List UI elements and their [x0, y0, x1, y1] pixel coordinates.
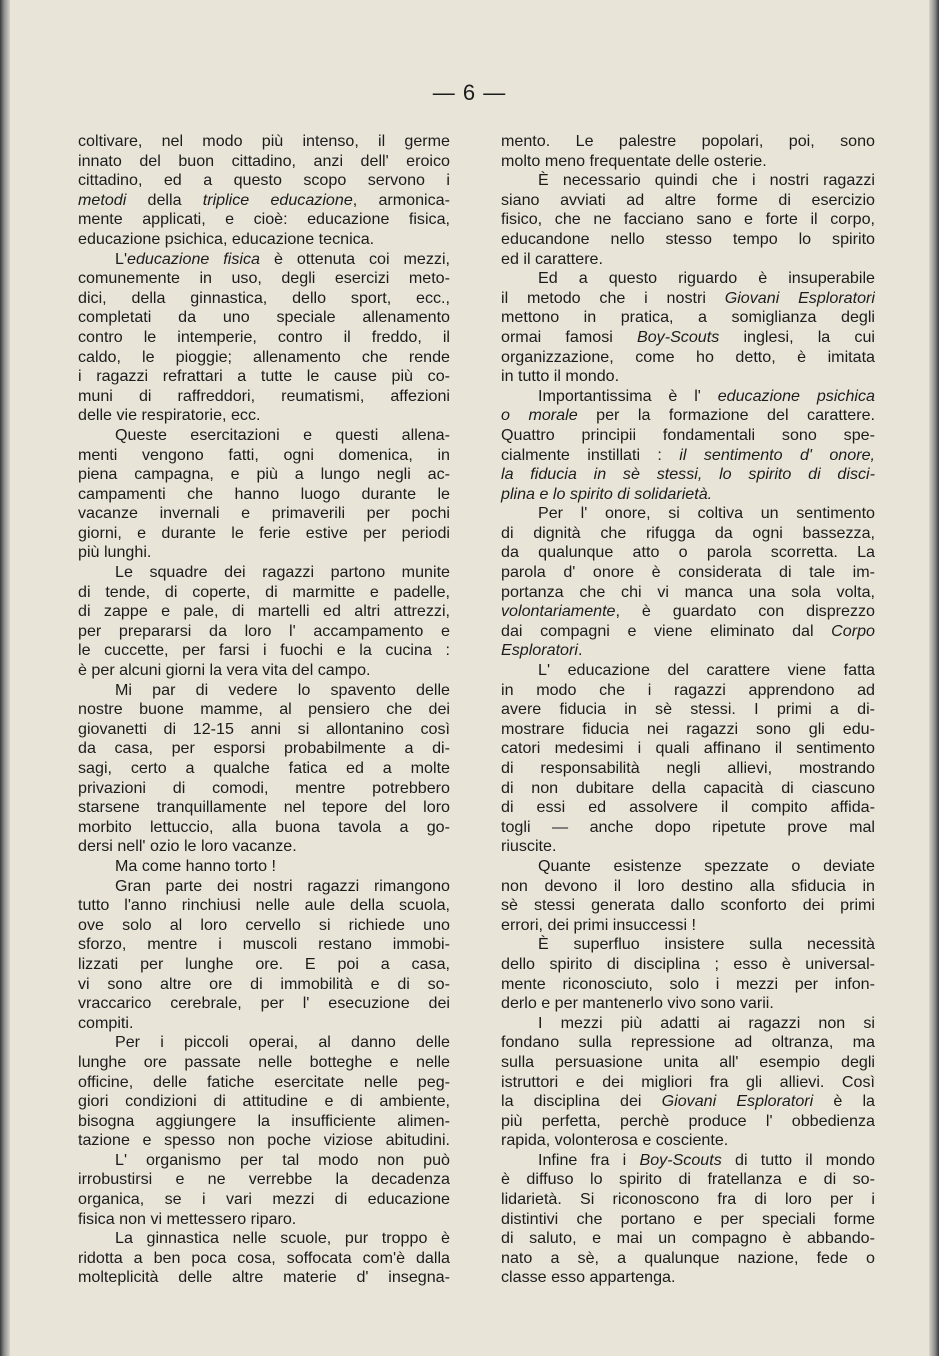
text-line: di saluto, e mai un compagno è abbando- [501, 1229, 875, 1248]
text-line: dello spirito di disciplina ; esso è universal- [501, 954, 875, 973]
text-line: fondano sulla repressione ad oltranza, ma [501, 1033, 875, 1052]
text-line: di responsabilità negli allievi, mostrando [501, 759, 875, 777]
text-line: più perfetta, perchè produce l' obbedienza [501, 1111, 875, 1130]
text-line: in tutto il mondo. [501, 367, 620, 386]
text-line: comunemente in uso, degli esercizi meto- [78, 269, 450, 288]
text-line: vi sono altre ore di immobilità e di so- [78, 974, 450, 993]
text-line: completati da uno speciale allenamento [78, 308, 450, 327]
text-line: di essi ed assolvere il compito affida- [501, 798, 875, 817]
text-line: starsene tranquillamente nel tepore del loro [78, 798, 450, 817]
text-line: compiti. [78, 1013, 134, 1032]
text-line: educandone nello stesso tempo lo spirito [501, 229, 875, 248]
text-line: mettono in pratica, a somiglianza degli [501, 308, 875, 327]
text-line: tazione e spesso non poche viziose abitudini. [78, 1131, 450, 1150]
text-line: plina e lo spirito di solidarietà. [501, 484, 713, 503]
text-line: mostrare fiducia nei ragazzi sono gli edu- [501, 719, 875, 738]
text-line: ridotta a ben poca cosa, soffocata com'è dalla [78, 1248, 450, 1267]
page-edge-left [0, 0, 10, 1356]
text-line: È necessario quindi che i nostri ragazzi [538, 171, 875, 190]
text-line: sagi, certo a qualche fatica ed a molte [78, 759, 450, 777]
text-line: delle vie respiratorie, ecc. [78, 406, 261, 425]
text-line: Ed a questo riguardo è insuperabile [538, 269, 875, 288]
text-line: togli — anche dopo ripetute prove mal [501, 817, 875, 836]
text-line: di zappe e pale, di martelli ed altri attrezzi, [78, 602, 450, 621]
text-line: da casa, per esporsi probabilmente a di- [78, 739, 450, 758]
text-line: giorni, e durante le ferie estive per periodi [78, 523, 450, 542]
text-line: non devono il loro destino alla sfiducia in [501, 876, 875, 895]
text-line: morbito lettuccio, alla buona tavola a go- [78, 817, 450, 836]
text-line: classe esso appartenga. [501, 1268, 676, 1287]
text-line: campamenti che hanno luogo durante le [78, 484, 450, 503]
text-line: siano avviati ad altre forme di esercizio [501, 190, 875, 209]
text-line: di non dubitare della capacità di ciascuno [501, 778, 875, 797]
text-line: Ma come hanno torto ! [115, 856, 277, 875]
text-line: lizzati per lunghe ore. E poi a casa, [78, 954, 450, 973]
text-line: parola d' onore è considerata di tale im- [501, 563, 875, 582]
text-line: di dignità che rifugga da ogni bassezza, [501, 523, 875, 542]
text-line: mente riconosciuto, solo i mezzi per infon- [501, 974, 875, 993]
text-line: è diffuso lo spirito di fratellanza e di so- [501, 1170, 875, 1189]
text-line: derlo e per mantenerlo vivo sono varii. [501, 994, 774, 1013]
text-line: molteplicità delle altre materie d' insegna- [78, 1268, 450, 1287]
text-line: menti vengono fatti, ogni domenica, in [78, 445, 450, 464]
text-line: da qualunque atto o parola scorretta. La [501, 543, 875, 562]
text-line: privazioni di comodi, mentre potrebbero [78, 778, 450, 797]
text-line: Quante esistenze spezzate o deviate [538, 856, 875, 875]
text-line: è per alcuni giorni la vera vita del campo. [78, 661, 371, 680]
text-line: caldo, le pioggie; allenamento che rende [78, 347, 450, 366]
text-line: per prepararsi da loro l' accampamento e [78, 621, 450, 640]
text-line: organica, se i vari mezzi di educazione [78, 1190, 450, 1209]
text-line: sè stessi generata dallo sconforto dei primi [501, 896, 875, 915]
text-line: L' organismo per tal modo non può [115, 1150, 450, 1169]
page-edge-right [929, 0, 939, 1356]
text-line: nostre buone mamme, al pensiero che dei [78, 700, 450, 719]
text-line: sulla persuasione unita all' esempio degli [501, 1052, 875, 1071]
text-line: portanza che chi vi manca una sola volta, [501, 582, 875, 601]
text-line: cittadino, ed a questo scopo servono i [78, 171, 450, 190]
text-line: molto meno frequentate delle osterie. [501, 151, 767, 170]
text-line: Quattro principii fondamentali sono spe- [501, 425, 875, 444]
text-line: sforzo, mentre i muscoli restano immobi- [78, 935, 450, 954]
text-line: giori condizioni di attitudine e di ambiente, [78, 1092, 450, 1111]
text-line: Mi par di vedere lo spavento delle [115, 680, 450, 699]
text-line: catori medesimi i quali affinano il sentimento [501, 739, 875, 758]
text-line: ove solo al loro cervello si richiede uno [78, 915, 450, 934]
text-line: bisogna aggiungere la insufficiente alimen- [78, 1111, 450, 1130]
text-line: La ginnastica nelle scuole, pur troppo è [115, 1229, 450, 1248]
text-line: le cuccette, per farsi i fuochi e la cucina : [78, 641, 450, 660]
text-line: È superfluo insistere sulla necessità [538, 935, 875, 954]
text-line: vraccarico cerebrale, per l' esecuzione dei [78, 994, 450, 1013]
text-line: Infine fra i Boy-Scouts di tutto il mondo [538, 1150, 875, 1169]
page-number: — 6 — [432, 80, 507, 105]
text-line: istruttori e dei migliori fra gli allievi. Così [501, 1072, 875, 1091]
text-line: lidarietà. Si riconoscono fra di loro per i [501, 1190, 875, 1209]
left-column [78, 132, 450, 1288]
text-line: più lunghi. [78, 543, 152, 562]
text-line: Per l' onore, si coltiva un sentimento [538, 504, 875, 523]
text-line: la disciplina dei Giovani Esploratori è la [501, 1092, 875, 1111]
text-line: rapida, volonterosa e cosciente. [501, 1131, 729, 1150]
text-line: Queste esercitazioni e questi allena- [115, 425, 450, 444]
text-line: o morale per la formazione del carattere. [501, 406, 875, 425]
text-line: I mezzi più adatti ai ragazzi non si [538, 1013, 875, 1032]
text-line: dici, della ginnastica, dello sport, ecc., [78, 288, 450, 307]
text-line: tutto l'anno rinchiusi nelle aule della scuola, [78, 896, 450, 915]
text-line: in modo che i ragazzi apprendono ad [501, 680, 875, 699]
text-line: ed il carattere. [501, 249, 603, 268]
text-line: fisico, che ne facciano sano e forte il corpo, [501, 210, 875, 229]
text-line: Per i piccoli operai, al danno delle [115, 1033, 450, 1052]
right-column [501, 132, 875, 1288]
text-line: L'educazione fisica è ottenuta coi mezzi, [115, 249, 450, 268]
text-line: Gran parte dei nostri ragazzi rimangono [115, 876, 450, 895]
text-line: riuscite. [501, 837, 557, 856]
text-line: ormai famosi Boy-Scouts inglesi, la cui [501, 327, 875, 346]
text-line: mente applicati, e cioè: educazione fisica, [78, 210, 450, 229]
text-line: di tende, di coperte, di marmitte e padelle, [78, 582, 450, 601]
text-line: il metodo che i nostri Giovani Esploratori [501, 288, 875, 307]
text-line: avere fiducia in sè stessi. I primi a di- [501, 700, 875, 719]
text-line: piena campagna, e più a lungo negli ac- [78, 465, 450, 484]
text-line: nato a sè, a qualunque nazione, fede o [501, 1248, 875, 1267]
text-line: organizzazione, come ho detto, è imitata [501, 347, 875, 366]
text-line: giovanetti di 12-15 anni si allontanino così [78, 719, 450, 738]
text-line: Importantissima è l' educazione psichica [538, 386, 875, 405]
text-line: muni di raffreddori, reumatismi, affezioni [78, 386, 450, 405]
text-line: dai compagni e viene eliminato dal Corpo [501, 621, 875, 640]
text-line: vacanze invernali e primaverili per pochi [78, 504, 450, 523]
text-line: i ragazzi refrattari a tutte le cause più co- [78, 367, 450, 386]
text-line: cialmente instillati : il sentimento d' onore, [501, 445, 875, 464]
text-line: mento. Le palestre popolari, poi, sono [501, 132, 875, 150]
text-line: officine, delle fatiche esercitate nelle peg- [78, 1072, 450, 1091]
text-line: dersi nell' ozio le loro vacanze. [78, 837, 297, 856]
text-line: L' educazione del carattere viene fatta [538, 661, 875, 680]
text-line: metodi della triplice educazione, armonica- [78, 190, 450, 209]
text-line: contro le intemperie, contro il freddo, il [78, 327, 450, 346]
text-line: volontariamente, è guardato con disprezzo [501, 602, 875, 621]
text-line: errori, dei primi insuccessi ! [501, 915, 696, 934]
text-line: la fiducia in sè stessi, lo spirito di disci- [501, 465, 875, 484]
text-line: innato del buon cittadino, anzi dell' eroico [78, 151, 450, 170]
text-line: distintivi che portano e per speciali forme [501, 1209, 875, 1228]
text-line: educazione psichica, educazione tecnica. [78, 229, 375, 248]
text-line: Esploratori. [501, 641, 583, 660]
text-line: coltivare, nel modo più intenso, il germe [78, 132, 450, 150]
text-line: Le squadre dei ragazzi partono munite [115, 563, 450, 582]
text-line: fisica non vi mettessero riparo. [78, 1209, 297, 1228]
text-line: lunghe ore passate nelle botteghe e nelle [78, 1052, 450, 1071]
text-line: irrobustirsi e ne verrebbe la decadenza [78, 1170, 450, 1189]
